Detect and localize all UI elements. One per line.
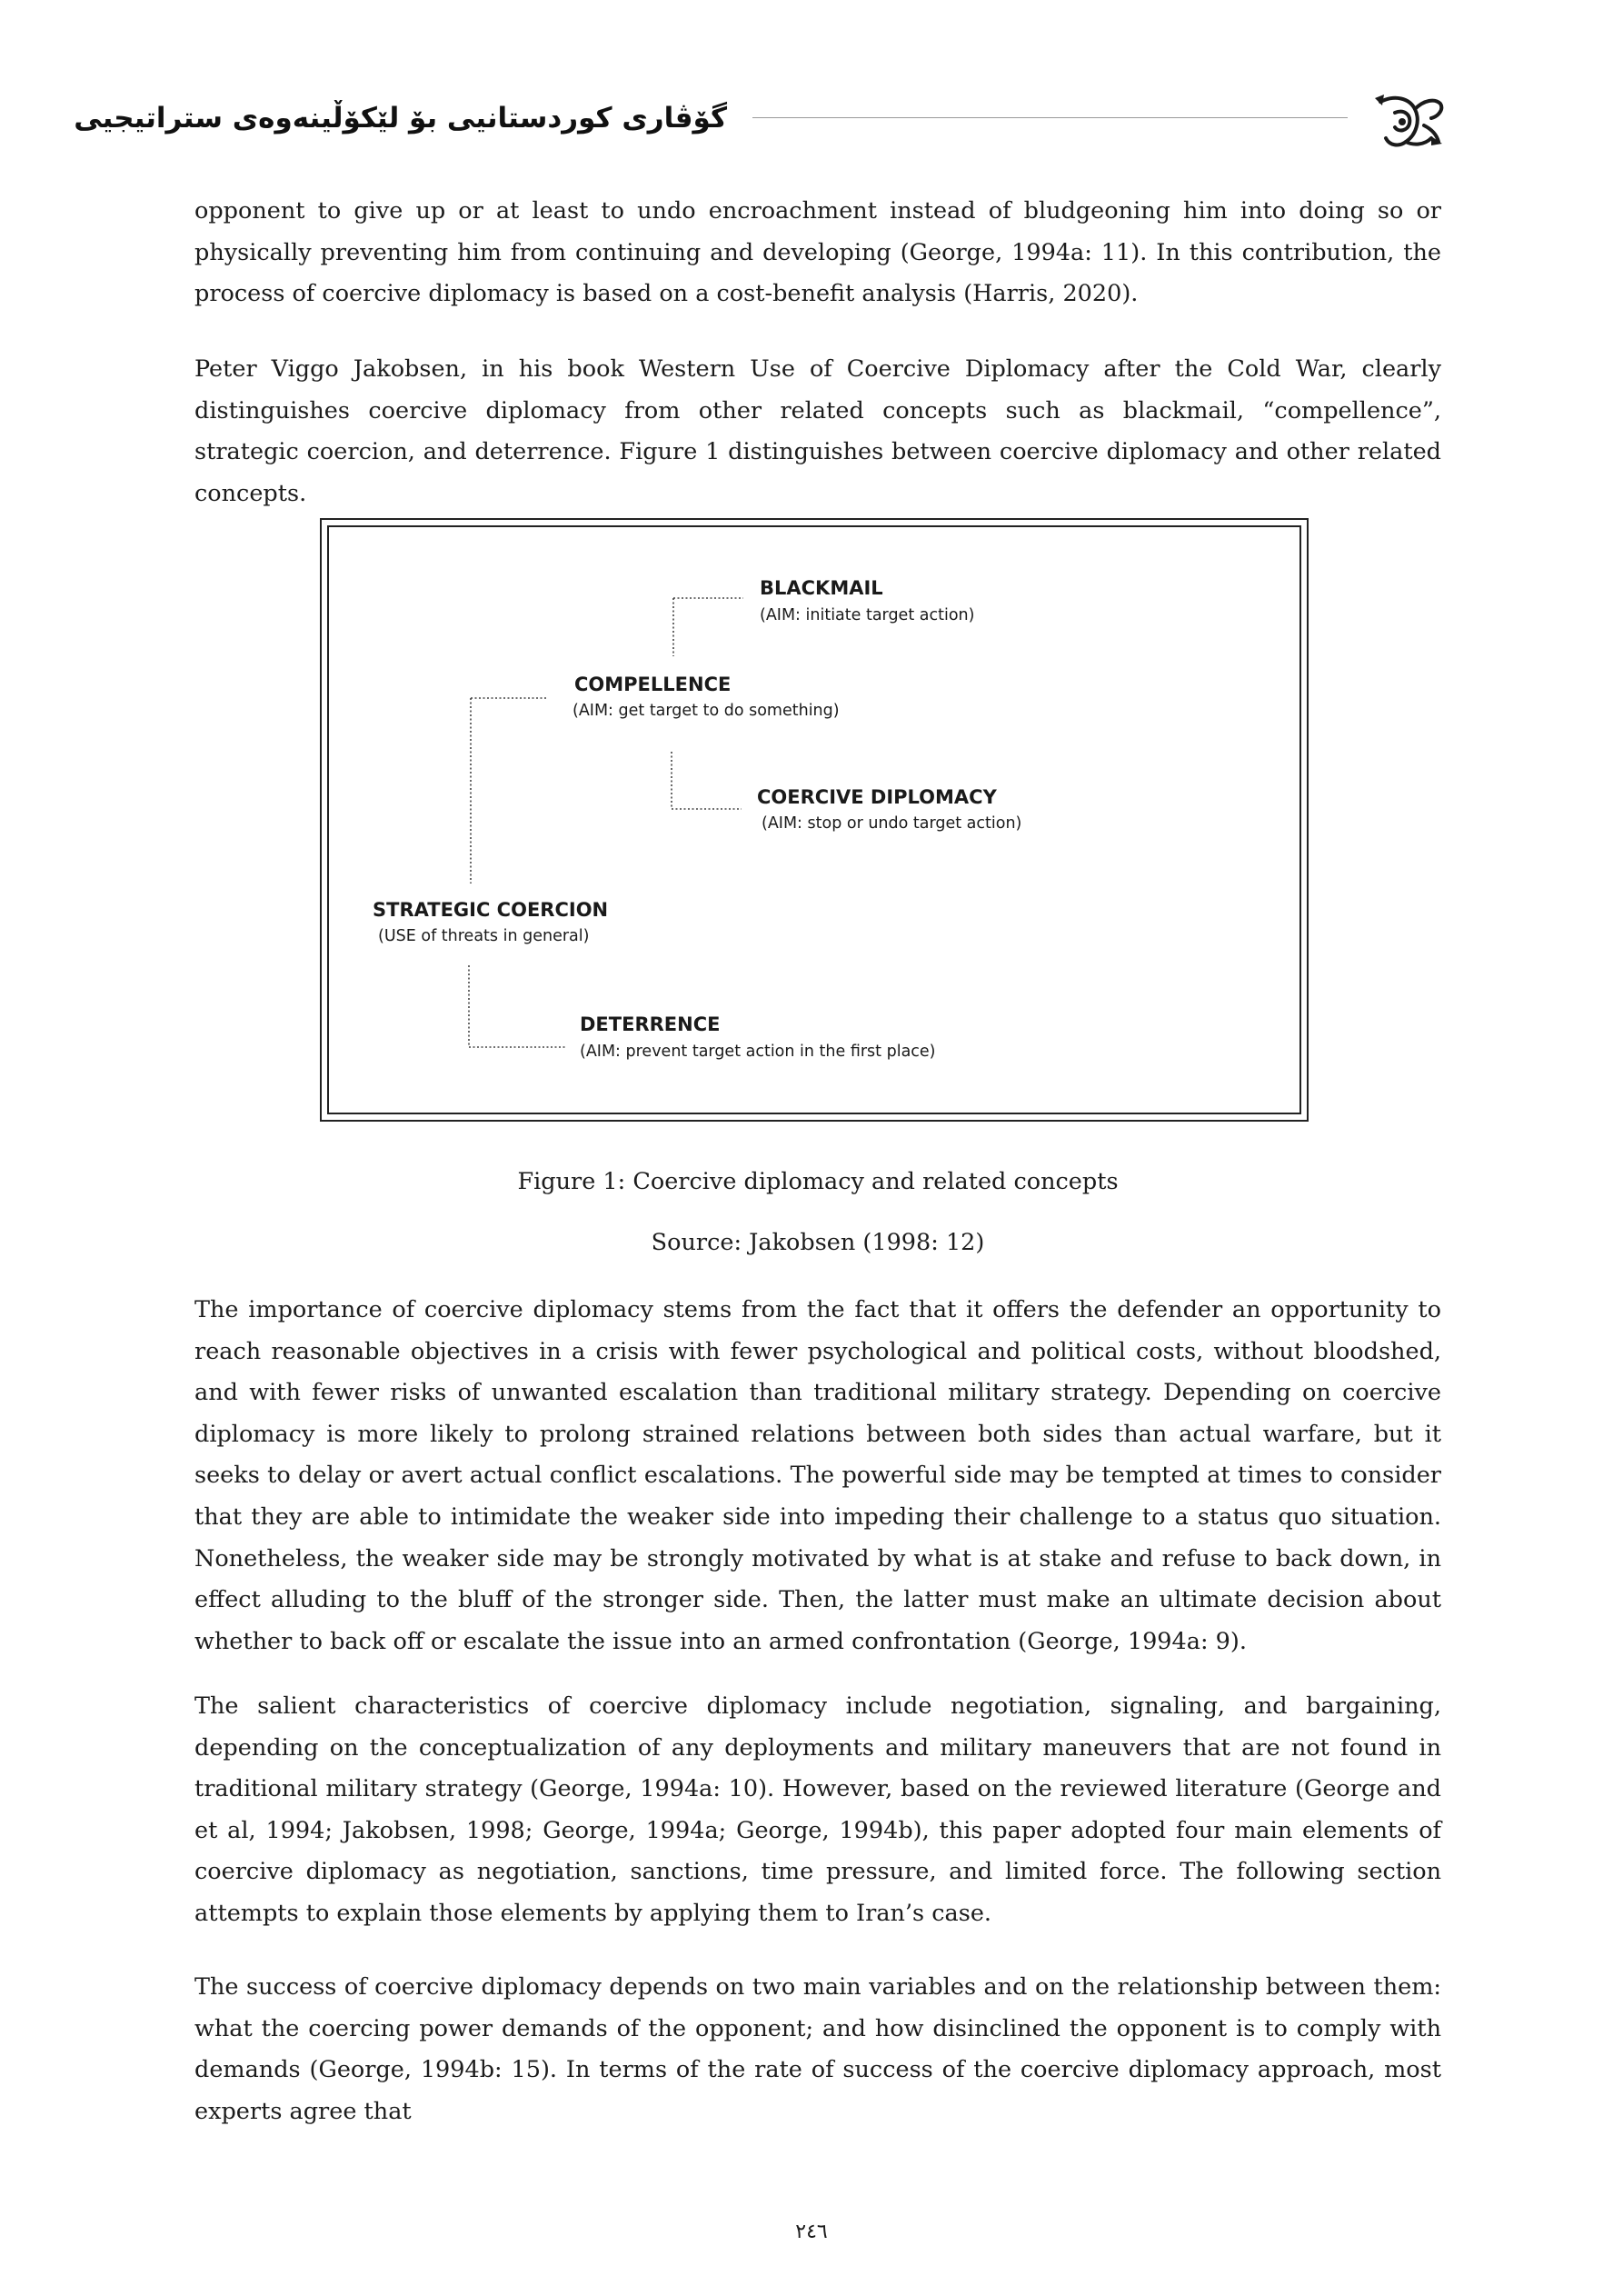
- node-strategic-coercion: [373, 899, 608, 945]
- node-title: BLACKMAIL: [760, 577, 883, 599]
- node-aim: (AIM: stop or undo target action): [762, 814, 1022, 833]
- node-coercive-diplomacy: [757, 786, 1021, 833]
- connector-deterrence: [469, 965, 567, 1047]
- header-rule: [752, 117, 1348, 118]
- concept-diagram: [322, 520, 1296, 1109]
- figure-1: [320, 518, 1309, 1122]
- node-aim: (AIM: initiate target action): [760, 606, 975, 624]
- node-aim: (AIM: get target to do something): [573, 702, 840, 720]
- node-title: COMPELLENCE: [574, 674, 732, 695]
- figure-source: Source: Jakobsen (1998: 12): [651, 1229, 985, 1256]
- node-deterrence: [580, 1013, 936, 1061]
- connector-coercive-diplomacy: [672, 752, 742, 809]
- connector-blackmail: [673, 598, 743, 656]
- page-header: [0, 0, 1623, 182]
- node-title: COERCIVE DIPLOMACY: [757, 786, 997, 808]
- body-paragraph: The salient characteristics of coercive diplomacy include negotiation, signaling, and bargaining, depending on the conceptualization of any deployments and military maneuvers that are not found in traditional military strategy (George, 1994a: 10). However, based on the reviewed literature (George and et al, 1994; Jakobsen, 1998; George, 1994a; George, 1994b), this paper adopted four main elements of coercive diplomacy as negotiation, sanctions, time pressure, and limited force. The following section attempts to explain those elements by applying them to Iran’s case.: [194, 1692, 1441, 1927]
- body-paragraph: Peter Viggo Jakobsen, in his book Western Use of Coercive Diplomacy after the Cold War, clearly distinguishes coercive diplomacy from other related concepts such as blackmail, “compellence”, strategic coercion, and deterrence. Figure 1 distinguishes between coercive diplomacy and other related concepts.: [194, 355, 1441, 507]
- body-paragraph: The importance of coercive diplomacy stems from the fact that it offers the defender an opportunity to reach reasonable objectives in a crisis with fewer psychological and political costs, without bloodshed, and with fewer risks of unwanted escalation than traditional military strategy. Depending on coercive diplomacy is more likely to prolong strained relations between both sides than actual warfare, but it seeks to delay or avert actual conflict escalations. The powerful side may be tempted at times to consider that they are able to intimidate the weaker side into impeding their challenge to a status quo situation. Nonetheless, the weaker side may be strongly motivated by what is at stake and refuse to back down, in effect alluding to the bluff of the stronger side. Then, the latter must make an ultimate decision about whether to back off or escalate the issue into an armed confrontation (George, 1994a: 9).: [194, 1296, 1441, 1655]
- node-aim: (AIM: prevent target action in the first place): [580, 1043, 936, 1061]
- page-number: ٢٤٦: [795, 2221, 828, 2243]
- body-paragraph: opponent to give up or at least to undo encroachment instead of bludgeoning him into doing so or physically preventing him from continuing and developing (George, 1994a: 11). In this contribution, the process of coercive diplomacy is based on a cost-benefit analysis (Harris, 2020).: [194, 197, 1441, 308]
- node-blackmail: [760, 577, 974, 624]
- body-paragraph: The success of coercive diplomacy depends on two main variables and on the relationship between them: what the coercing power demands of the opponent; and how disinclined the opponent is to comply with demands (George, 1994b: 15). In terms of the rate of success of the coercive diplomacy approach, most experts agree that: [194, 1973, 1441, 2125]
- node-aim: (USE of threats in general): [378, 927, 590, 945]
- node-compellence: [573, 674, 840, 720]
- node-title: STRATEGIC COERCION: [373, 899, 609, 921]
- node-title: DETERRENCE: [580, 1013, 721, 1035]
- journal-title: گۆڤاری کوردستانیی بۆ لێکۆڵینەوەی ستراتیجیی: [74, 102, 727, 135]
- figure-caption: Figure 1: Coercive diplomacy and related concepts: [517, 1168, 1119, 1195]
- journal-logo-icon: [1368, 82, 1449, 155]
- connector-compellence: [471, 698, 547, 883]
